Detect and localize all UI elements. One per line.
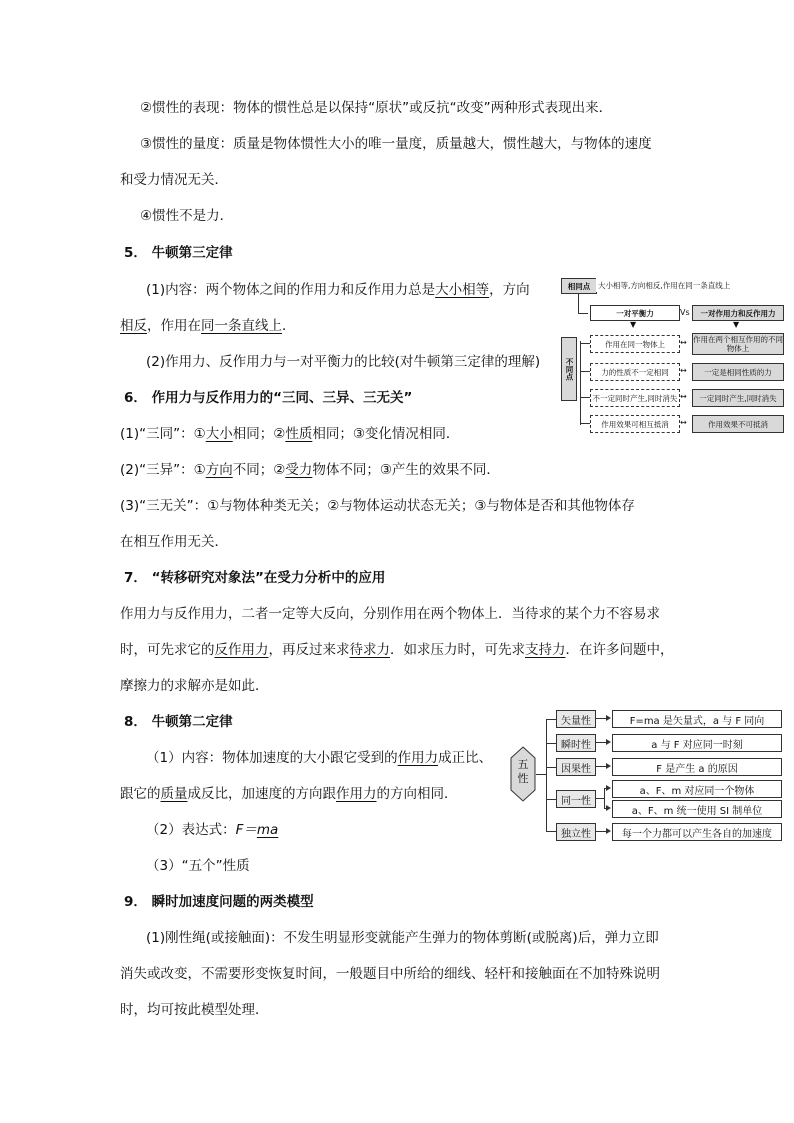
connector (546, 719, 547, 831)
connector (580, 423, 590, 424)
underlined-term: 作用力 (336, 786, 377, 802)
arrow-tip-icon (606, 715, 611, 721)
formula: F＝ (235, 822, 257, 838)
s8-content-line2 (120, 784, 458, 804)
col-right-header: 一对作用力和反作用力 (692, 305, 784, 321)
s7-line3: 摩擦力的求解亦是如此． (120, 678, 269, 694)
text: ，方向 (489, 282, 530, 298)
s7-line1: 作用力与反作用力，二者一定等大反向，分别作用在两个物体上．当待求的某个力不容易求 (120, 606, 660, 622)
text: ． (282, 318, 296, 334)
row4-right: 作用效果不可抵消 (692, 415, 784, 433)
text-instant: a 与 F 对应同一时刻 (612, 734, 782, 752)
same-label: 相同点 (561, 278, 597, 294)
connector (578, 293, 579, 313)
s9-line2: 消失或改变，不需要形变恢复时间，一般题目中所给的细线、轻杆和接触面在不加特殊说明 (120, 966, 660, 982)
row1-left: 作用在同一物体上 (590, 335, 680, 353)
text: 不同；② (232, 462, 286, 478)
center-label: 五性 (517, 758, 529, 785)
text-independent: 每一个力都可以产生各自的加速度 (612, 823, 782, 841)
vs-label: Vs (680, 308, 690, 317)
text: 的方向相同． (376, 786, 458, 802)
connector (580, 341, 581, 425)
text: 跟它的 (120, 786, 161, 802)
s9-line1: (1)刚性绳(或接触面)：不发生明显形变就能产生弹力的物体剪断(或脱离)后，弹力立即 (146, 930, 659, 946)
third-law-comparison-diagram (558, 275, 784, 433)
connector (546, 719, 556, 720)
text-causal: F 是产生 a 的原因 (612, 758, 782, 776)
label-independent: 独立性 (556, 823, 596, 841)
inertia-point-4: ④惯性不是力． (140, 208, 234, 224)
label-same: 同一性 (556, 790, 596, 808)
row2-right: 一定是相同性质的力 (692, 363, 784, 381)
s6-three-unrelated-line1: (3)“三无关”：①与物体种类无关；②与物体运动状态无关；③与物体是否和其他物体存 (120, 498, 635, 514)
connector (580, 371, 590, 372)
text: 时，可先求它的 (120, 642, 215, 658)
text: 成反比，加速度的方向跟 (187, 786, 336, 802)
underlined-term: 质量 (160, 786, 188, 802)
row4-left: 作用效果可相互抵消 (590, 415, 680, 433)
connector (596, 798, 604, 799)
connector (604, 788, 605, 808)
five-properties-diagram (510, 706, 786, 844)
s6-three-unrelated-line2: 在相互作用无关． (120, 534, 228, 550)
underlined-term: 方向 (205, 462, 233, 478)
arrow-tip-icon (606, 763, 611, 769)
text: 物体不同；③产生的效果不同． (312, 462, 500, 478)
row2-left: 力的性质不一定相同 (590, 363, 680, 381)
s5-content-line2 (120, 316, 296, 336)
arrow-tip-icon (606, 785, 611, 791)
underlined-term: 支持力 (525, 642, 566, 658)
heading-9: 9． 瞬时加速度问题的两类模型 (124, 894, 314, 910)
label-vector: 矢量性 (556, 710, 596, 728)
heading-7: 7． “转移研究对象法”在受力分析中的应用 (124, 570, 386, 586)
double-arrow-icon: ↔ (680, 366, 687, 375)
text-vector: F=ma 是矢量式，a 与 F 同向 (612, 710, 782, 728)
text: 相同；③变化情况相同． (312, 426, 460, 442)
underlined-term: 大小相等 (435, 282, 490, 298)
connector (580, 397, 590, 398)
text-same-1: a、F、m 对应同一个物体 (612, 780, 782, 798)
double-arrow-icon: ↔ (680, 418, 687, 427)
text: (1)“三同”：① (120, 426, 206, 442)
double-arrow-icon: ↔ (680, 392, 687, 401)
s8-five-properties: （3）“五个”性质 (146, 858, 250, 874)
s6-three-same (120, 424, 459, 444)
s8-expression (146, 820, 278, 840)
connector (546, 743, 556, 744)
s6-three-diff (120, 460, 500, 480)
arrow-tip-icon (606, 805, 611, 811)
s9-line3: 时，均可按此模型处理． (120, 1002, 269, 1018)
text: （2）表达式： (146, 822, 236, 838)
underlined-term: 性质 (285, 426, 313, 442)
same-text: 大小相等,方向相反,作用在同一条直线上 (596, 278, 782, 292)
row1-right: 作用在两个相互作用的不同物体上 (693, 335, 783, 353)
connector (536, 774, 546, 775)
connector (546, 799, 556, 800)
text: 成正比、 (438, 750, 493, 766)
underlined-term: 受力 (285, 462, 313, 478)
underlined-term: 相反 (120, 318, 147, 334)
connector (578, 313, 588, 314)
label-causal: 因果性 (556, 758, 596, 776)
inertia-point-2: ②惯性的表现：物体的惯性总是以保持“原状”或反抗“改变”两种形式表现出来． (140, 100, 613, 116)
text: ，再反过来求 (268, 642, 350, 658)
inertia-point-3-line2: 和受力情况无关． (120, 172, 228, 188)
row3-right: 一定同时产生,同时消失 (692, 389, 784, 407)
inertia-point-3-line1: ③惯性的量度：质量是物体惯性大小的唯一量度，质量越大，惯性越大，与物体的速度 (140, 136, 652, 152)
underlined-term: ma (256, 822, 279, 838)
diff-label: 不同点 (561, 337, 577, 401)
underlined-term: 作用力 (397, 750, 439, 766)
text: （1）内容：物体加速度的大小跟它受到的 (146, 750, 398, 766)
text: ．在许多问题中， (565, 642, 674, 658)
text: (1)内容：两个物体之间的作用力和反作用力总是 (146, 282, 436, 298)
text: ．如求压力时，可先求 (390, 642, 525, 658)
arrow-tip-icon (606, 739, 611, 745)
arrow-tip-icon (606, 828, 611, 834)
label-instant: 瞬时性 (556, 734, 596, 752)
down-arrow-icon: ▼ (733, 320, 740, 329)
heading-8: 8． 牛顿第二定律 (124, 714, 233, 730)
underlined-term: 待求力 (349, 642, 390, 658)
double-arrow-icon: ↔ (680, 338, 687, 347)
underlined-term: 同一条直线上 (201, 318, 282, 334)
col-left-header: 一对平衡力 (590, 305, 680, 321)
down-arrow-icon: ▼ (630, 320, 637, 329)
text: ，作用在 (147, 318, 201, 334)
text-same-2: a、F、m 统一使用 SI 制单位 (612, 800, 782, 818)
s7-line2 (120, 640, 674, 660)
s5-item-2: (2)作用力、反作用力与一对平衡力的比较(对牛顿第三定律的理解) (146, 354, 541, 370)
text: (2)“三异”：① (120, 462, 206, 478)
connector (546, 831, 556, 832)
heading-6: 6． 作用力与反作用力的“三同、三异、三无关” (124, 390, 413, 406)
underlined-term: 大小 (205, 426, 233, 442)
text: 相同；② (232, 426, 286, 442)
heading-5: 5． 牛顿第三定律 (124, 245, 233, 261)
row3-left: 不一定同时产生,同时消失 (590, 389, 680, 407)
connector (546, 767, 556, 768)
s5-content-line1 (146, 280, 530, 300)
underlined-term: 反作用力 (214, 642, 269, 658)
connector (580, 343, 590, 344)
s8-content-line1 (146, 748, 492, 768)
